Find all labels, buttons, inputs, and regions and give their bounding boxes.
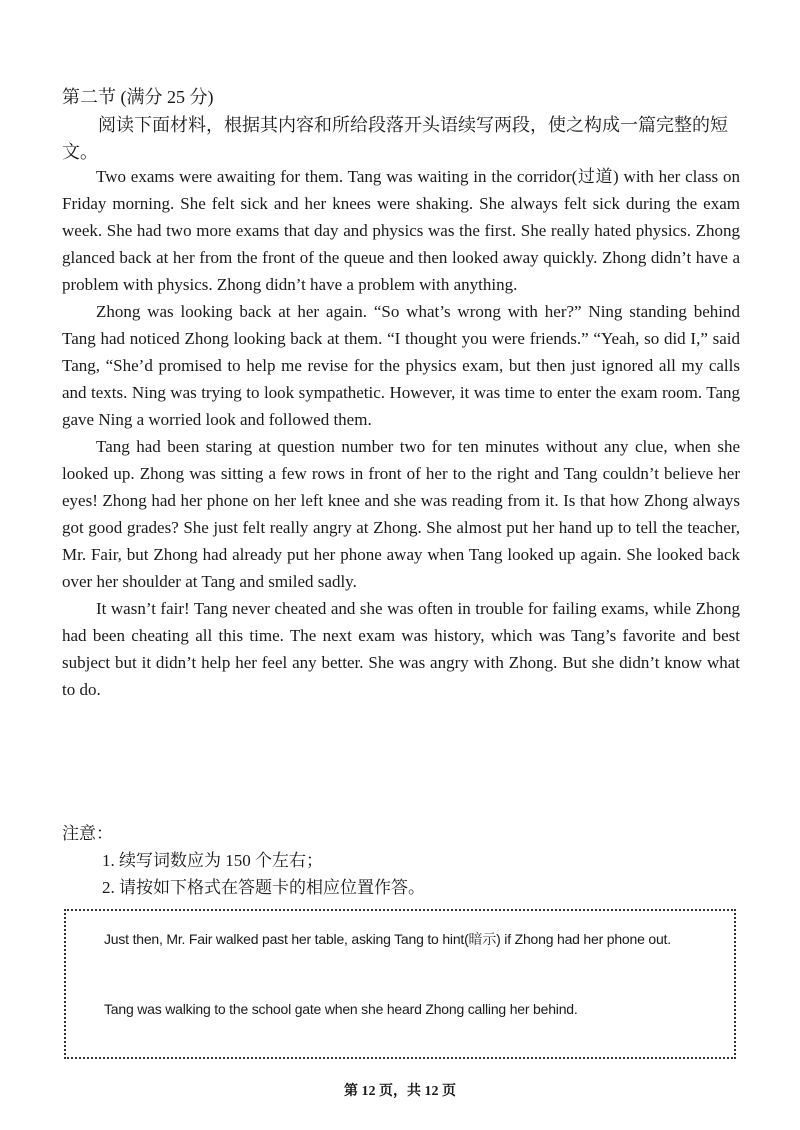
reading-passage (62, 163, 740, 703)
note-item-format: 2. 请按如下格式在答题卡的相应位置作答。 (102, 878, 425, 897)
notes-title: 注意： (62, 824, 113, 843)
continuation-prompt-1: Just then, Mr. Fair walked past her table, asking Tang to hint(暗示) if Zhong had her phone out. (104, 931, 671, 947)
notes-section (62, 820, 662, 901)
section-instruction: 阅读下面材料，根据其内容和所给段落开头语续写两段，使之构成一篇完整的短文。 (62, 115, 728, 162)
section-title: 第二节 (满分 25 分) (62, 87, 214, 107)
notes-list (62, 847, 662, 901)
passage-paragraph-4: It wasn’t fair! Tang never cheated and she was often in trouble for failing exams, while Zhong had been cheating all this time. The next exam was history, which was Tang’s favorite and best subject but it didn’t help her feel any better. She was angry with Zhong. But she didn’t know what to do. (62, 599, 740, 699)
note-item-word-count: 1. 续写词数应为 150 个左右； (102, 851, 323, 870)
page-number-footer: 第 12 页，共 12 页 (344, 1084, 456, 1099)
passage-paragraph-1: Two exams were awaiting for them. Tang was waiting in the corridor(过道) with her class on Friday morning. She felt sick and her knees were shaking. She always felt sick during the exam week. She had two more exams that day and physics was the first. She really hated physics. Zhong glanced back at her from the front of the queue and then looked away quickly. Zhong didn’t have a problem with physics. Zhong didn’t have a problem with anything. (62, 167, 740, 294)
continuation-prompt-2: Tang was walking to the school gate when she heard Zhong calling her behind. (104, 1001, 578, 1017)
answer-format-box (64, 909, 736, 1059)
passage-paragraph-3: Tang had been staring at question number two for ten minutes without any clue, when she looked up. Zhong was sitting a few rows in front of her to the right and Tang couldn’t believe her eyes! Zhong had her phone on her left knee and she was reading from it. Is that how Zhong always got good grades? She just felt really angry at Zhong. She almost put her hand up to tell the teacher, Mr. Fair, but Zhong had already put her phone away when Tang looked up again. She looked back over her shoulder at Tang and smiled sadly. (62, 437, 740, 591)
passage-paragraph-2: Zhong was looking back at her again. “So what’s wrong with her?” Ning standing behind Tang had noticed Zhong looking back at them. “I thought you were friends.” “Yeah, so did I,” said Tang, “She’d promised to help me revise for the physics exam, but then just ignored all my calls and texts. Ning was trying to look sympathetic. However, it was time to enter the exam room. Tang gave Ning a worried look and followed them. (62, 302, 740, 429)
